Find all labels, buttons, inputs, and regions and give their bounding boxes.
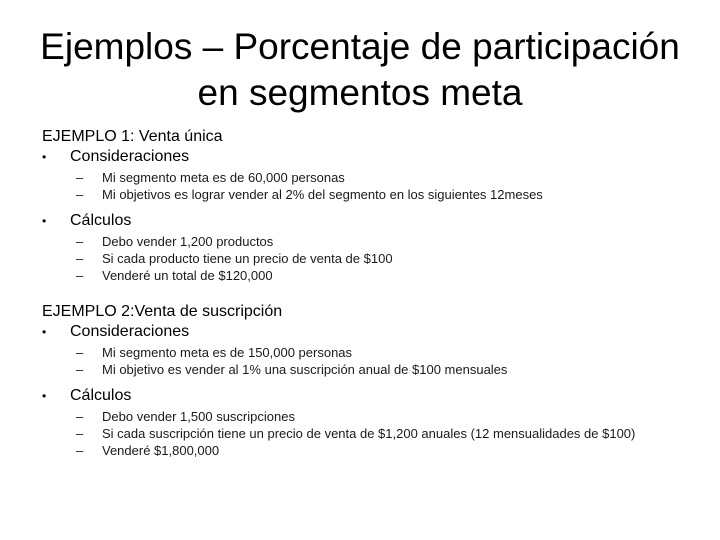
list-item: – Mi segmento meta es de 60,000 personas	[76, 170, 345, 185]
section-calculations	[42, 211, 702, 231]
list-item: – Mi objetivos es lograr vender al 2% del segmento en los siguientes 12meses	[76, 187, 543, 202]
list-item: – Si cada producto tiene un precio de venta de $100	[76, 251, 393, 266]
page-title	[20, 24, 700, 116]
section-label: Consideraciones	[70, 148, 190, 165]
section-considerations	[42, 147, 702, 167]
bullet-icon: •	[42, 325, 47, 339]
section-considerations	[42, 322, 702, 342]
example-heading: EJEMPLO 2:Venta de suscripción	[42, 303, 283, 320]
list-item: – Mi segmento meta es de 150,000 personas	[76, 345, 353, 360]
dash-icon: –	[76, 345, 84, 360]
bullet-icon: •	[42, 214, 47, 228]
section-label: Cálculos	[70, 212, 132, 229]
list-item: – Venderé un total de $120,000	[76, 268, 273, 283]
example-1	[42, 127, 702, 284]
bullet-icon: •	[42, 150, 47, 164]
section-calculations	[42, 386, 702, 406]
list-item: – Debo vender 1,200 productos	[76, 234, 274, 249]
example-heading: EJEMPLO 1: Venta única	[42, 128, 223, 145]
dash-icon: –	[76, 187, 84, 202]
bullet-icon: •	[42, 389, 47, 403]
dash-icon: –	[76, 409, 84, 424]
dash-icon: –	[76, 443, 84, 458]
list-item: – Venderé $1,800,000	[76, 443, 220, 458]
section-label: Consideraciones	[70, 323, 190, 340]
dash-icon: –	[76, 426, 84, 441]
section-label: Cálculos	[70, 387, 132, 404]
dash-icon: –	[76, 170, 84, 185]
title-line-2: en segmentos meta	[197, 72, 523, 113]
example-2	[42, 302, 702, 459]
list-item: – Debo vender 1,500 suscripciones	[76, 409, 295, 424]
dash-icon: –	[76, 362, 84, 377]
dash-icon: –	[76, 234, 84, 249]
dash-icon: –	[76, 251, 84, 266]
list-item: – Si cada suscripción tiene un precio de venta de $1,200 anuales (12 mensualidades de $100)	[76, 426, 636, 441]
title-line-1: Ejemplos – Porcentaje de participación	[40, 26, 680, 67]
slide-content	[42, 127, 702, 459]
dash-icon: –	[76, 268, 84, 283]
list-item: – Mi objetivo es vender al 1% una suscripción anual de $100 mensuales	[76, 362, 508, 377]
